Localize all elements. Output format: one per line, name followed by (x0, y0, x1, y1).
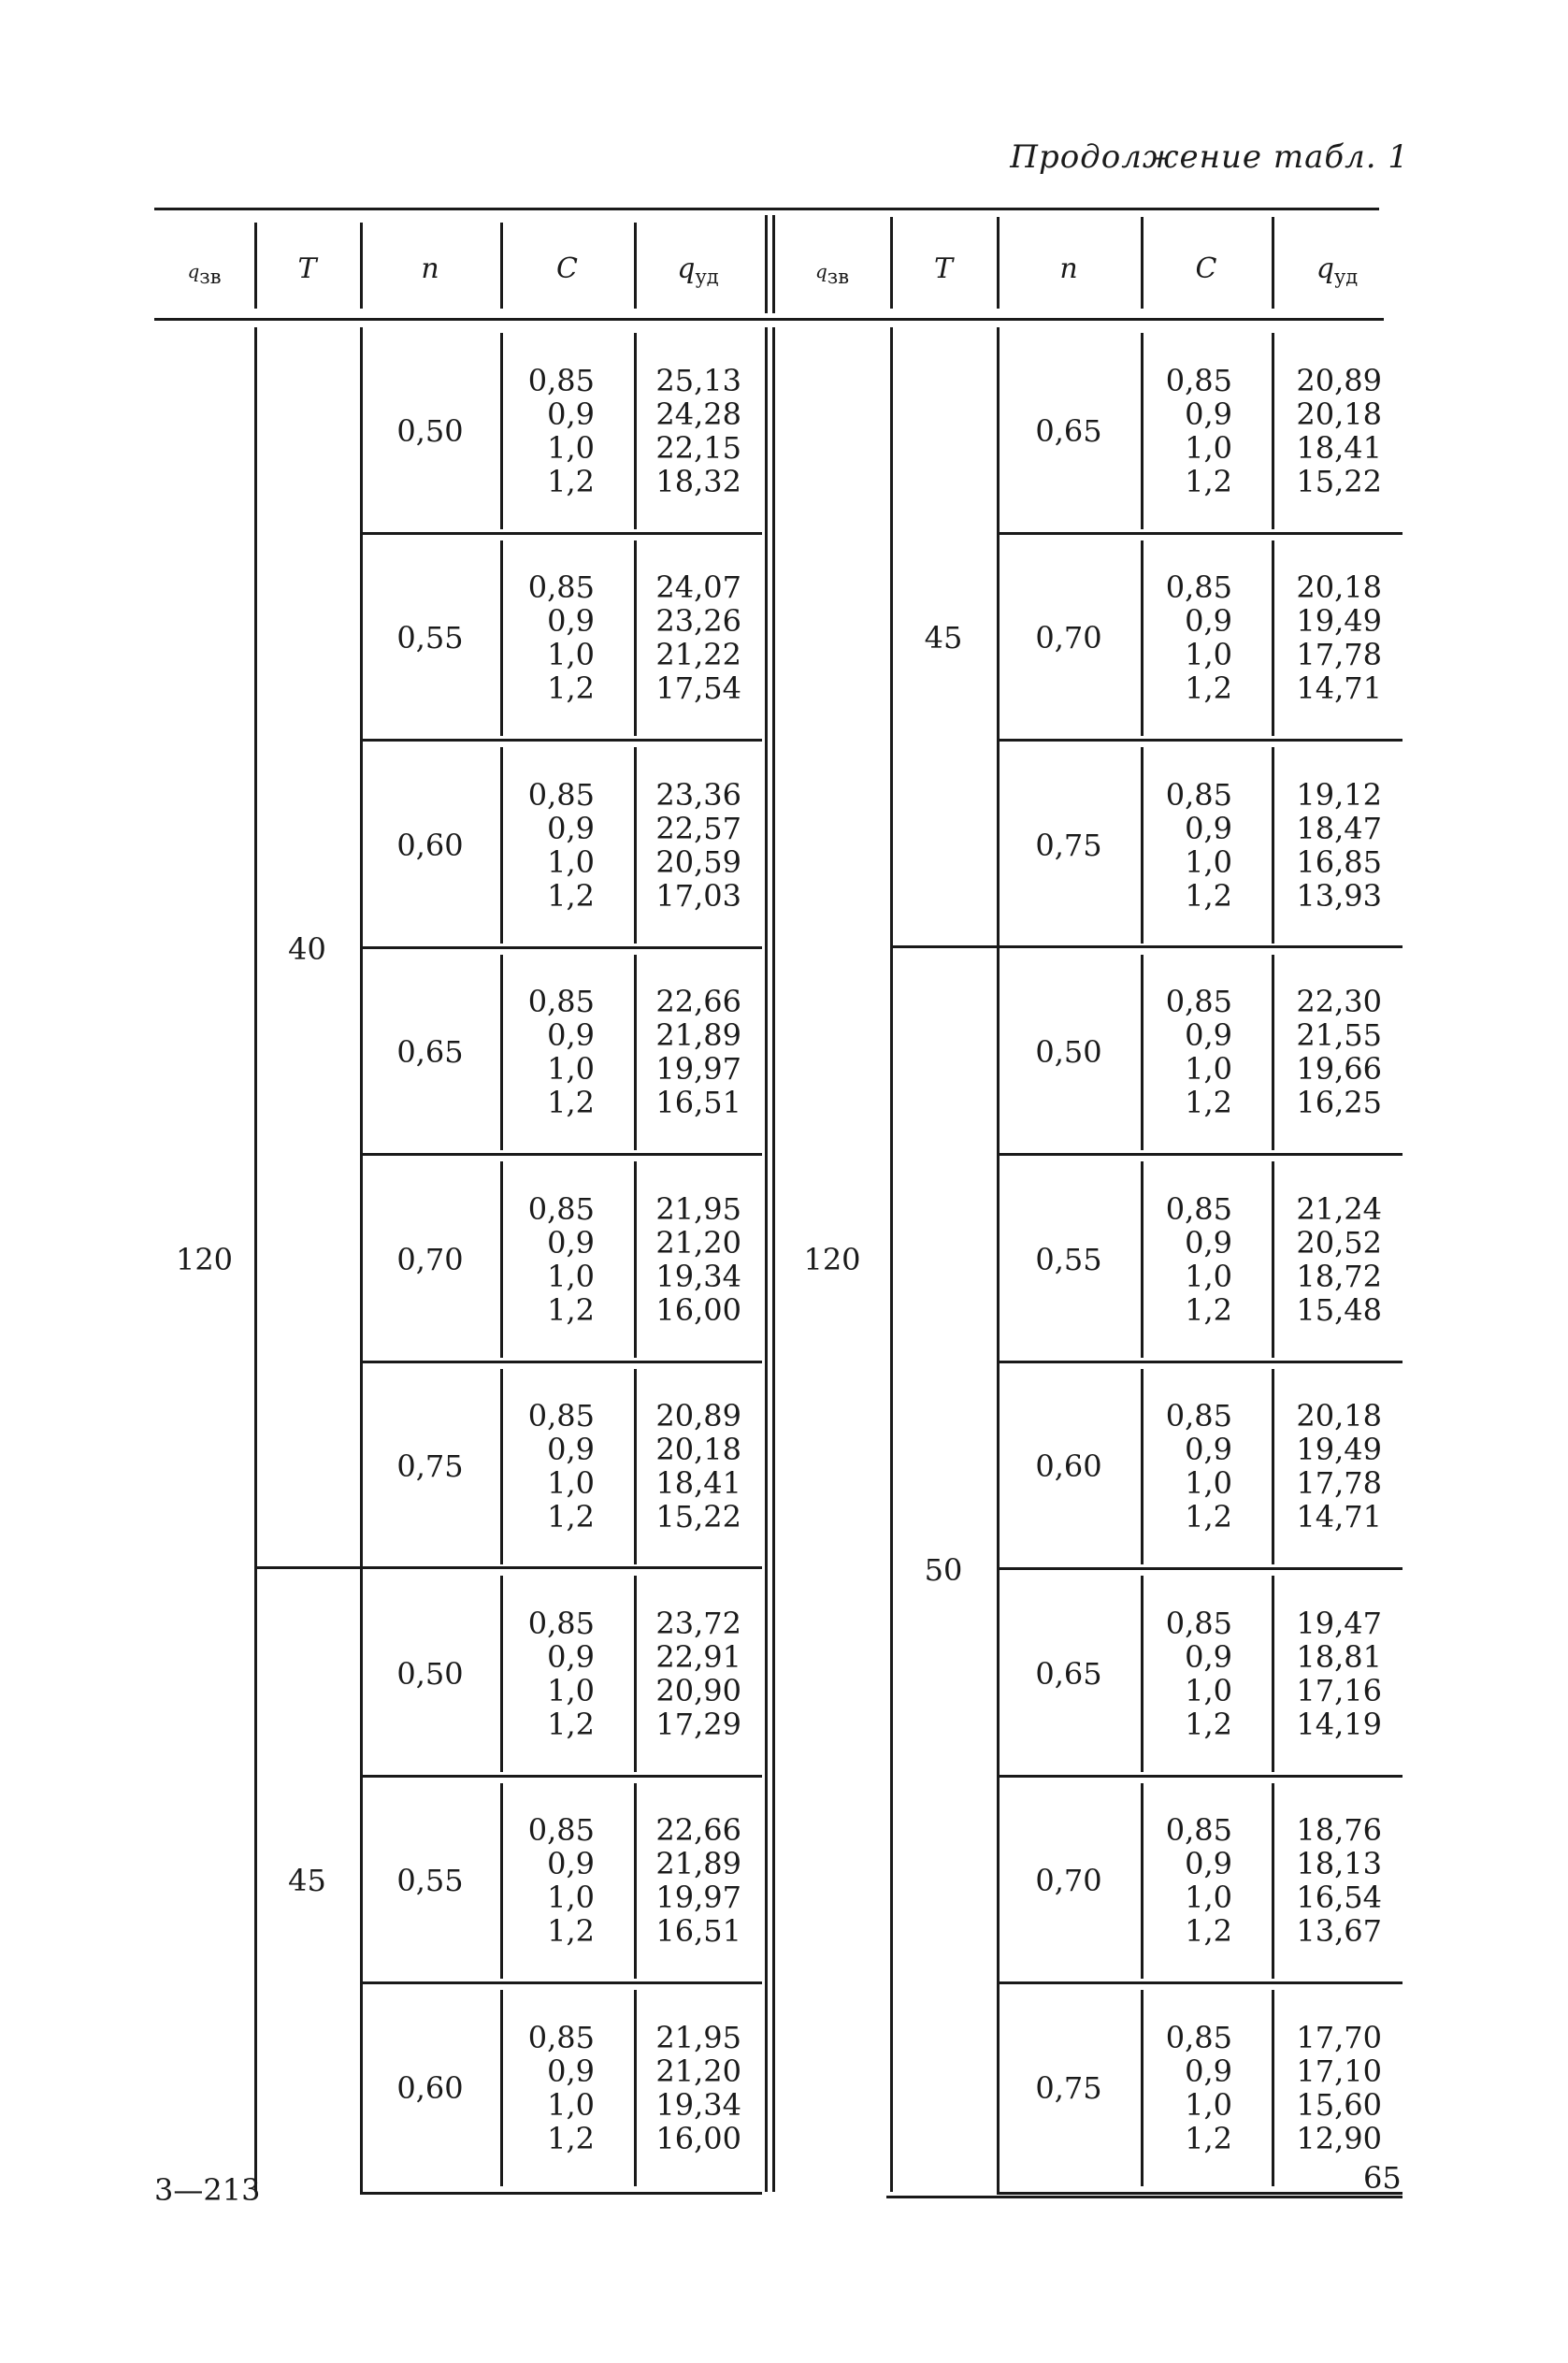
column-rule (1272, 955, 1274, 1151)
right-q-ud-value: 18,47 (1296, 810, 1382, 846)
column-rule (1272, 1783, 1274, 1980)
left-q-ud-value: 17,03 (655, 877, 741, 914)
right-header-4 (1272, 251, 1403, 288)
right-q-ud-value: 20,52 (1296, 1224, 1382, 1261)
right-n-value: 0,75 (1035, 2069, 1102, 2106)
left-q-ud-value: 21,95 (655, 1190, 741, 1227)
right-c-value: 0,9 (1185, 1432, 1232, 1468)
right-c-value: 1,2 (1185, 1291, 1232, 1328)
right-c-value: 0,9 (1185, 1224, 1232, 1261)
column-rule (500, 1783, 503, 1980)
column-rule (1272, 1161, 1274, 1358)
left-c-value: 0,9 (547, 396, 595, 432)
left-c-value: 0,85 (527, 2019, 595, 2055)
right-c-value: 0,9 (1185, 1638, 1232, 1675)
right-q-ud-value: 20,18 (1296, 396, 1382, 432)
left-c-value: 0,9 (547, 1638, 595, 1675)
column-rule (500, 747, 503, 944)
right-q-ud-value: 20,18 (1296, 569, 1382, 606)
left-c-value: 0,9 (547, 1846, 595, 1882)
right-q-ud-value: 17,78 (1296, 637, 1382, 673)
right-q-ud-value: 16,85 (1296, 843, 1382, 880)
right-c-value: 0,85 (1165, 1605, 1232, 1641)
right-c-value: 1,0 (1185, 843, 1232, 880)
column-rule (1272, 217, 1274, 309)
left-q-ud-value: 19,97 (655, 1051, 741, 1088)
row-rule (890, 945, 1403, 948)
right-q-ud-value: 17,16 (1296, 1672, 1382, 1708)
right-q-ud-value: 19,49 (1296, 603, 1382, 640)
row-rule (997, 1153, 1403, 1156)
column-rule (500, 1576, 503, 1772)
column-rule (1141, 1990, 1144, 2186)
row-rule (997, 2192, 1403, 2195)
right-q-ud-value: 14,71 (1296, 1499, 1382, 1535)
row-rule (154, 208, 1379, 210)
left-q-ud-value: 18,32 (655, 463, 741, 499)
right-q-ud-value: 20,18 (1296, 1398, 1382, 1434)
right-n-value: 0,70 (1035, 1863, 1102, 1899)
row-rule (360, 1981, 762, 1984)
left-q-ud-value: 17,54 (655, 670, 741, 707)
column-rule (254, 223, 257, 309)
right-q-ud-value: 17,70 (1296, 2019, 1382, 2055)
left-q-ud-value: 22,15 (655, 429, 741, 466)
row-rule (360, 1775, 762, 1778)
left-c-value: 1,0 (547, 637, 595, 673)
right-q-ud-value: 18,81 (1296, 1638, 1382, 1675)
right-header-symbol: n (1059, 252, 1078, 285)
left-q-ud-value: 16,00 (655, 1291, 741, 1328)
column-rule (772, 327, 775, 2192)
left-q-ud-value: 21,89 (655, 1846, 741, 1882)
left-c-value: 0,85 (527, 984, 595, 1020)
right-q-ud-value: 12,90 (1296, 2120, 1382, 2156)
right-c-value: 1,2 (1185, 877, 1232, 914)
right-q-ud-value: 19,47 (1296, 1605, 1382, 1641)
left-n-value: 0,75 (396, 1448, 464, 1485)
left-header-0 (154, 251, 254, 288)
left-c-value: 1,0 (547, 429, 595, 466)
column-rule (634, 1990, 637, 2186)
left-c-value: 1,2 (547, 1085, 595, 1121)
column-rule (360, 223, 363, 309)
right-n-value: 0,50 (1035, 1034, 1102, 1071)
left-group-T: 40 (288, 930, 326, 967)
left-c-value: 1,2 (547, 1913, 595, 1950)
right-c-value: 0,85 (1165, 984, 1232, 1020)
right-c-value: 1,2 (1185, 1085, 1232, 1121)
right-header-2 (997, 251, 1141, 288)
right-q-ud-value: 15,60 (1296, 2086, 1382, 2123)
row-rule (360, 1153, 762, 1156)
left-c-value: 1,2 (547, 670, 595, 707)
row-rule (254, 1566, 762, 1569)
right-q-ud-value: 17,10 (1296, 2053, 1382, 2089)
right-q-ud-value: 14,71 (1296, 670, 1382, 707)
column-rule (997, 217, 1000, 309)
row-rule (886, 2196, 1403, 2198)
right-c-value: 1,0 (1185, 1258, 1232, 1294)
right-q-ud-value: 18,72 (1296, 1258, 1382, 1294)
left-header-symbol: T (297, 252, 317, 285)
left-c-value: 1,0 (547, 1672, 595, 1708)
left-q-ud-value: 18,41 (655, 1465, 741, 1502)
column-rule (634, 223, 637, 309)
left-c-value: 0,85 (527, 569, 595, 606)
column-rule (1272, 333, 1274, 529)
left-n-value: 0,70 (396, 1241, 464, 1277)
column-rule (1141, 1369, 1144, 1565)
right-c-value: 0,85 (1165, 362, 1232, 398)
left-q-ud-value: 20,18 (655, 1432, 741, 1468)
column-rule (634, 1783, 637, 1980)
right-c-value: 1,0 (1185, 429, 1232, 466)
right-n-value: 0,60 (1035, 1448, 1102, 1485)
right-q-zv: 120 (803, 1241, 861, 1277)
row-rule (360, 739, 762, 742)
left-header-1 (254, 251, 360, 288)
column-rule (1141, 747, 1144, 944)
left-q-ud-value: 17,29 (655, 1706, 741, 1742)
right-q-ud-value: 22,30 (1296, 984, 1382, 1020)
column-rule (500, 223, 503, 309)
right-c-value: 1,2 (1185, 670, 1232, 707)
right-header-subscript: зв (827, 266, 850, 288)
column-rule (1141, 540, 1144, 737)
left-c-value: 1,0 (547, 2086, 595, 2123)
right-n-value: 0,55 (1035, 1241, 1102, 1277)
right-header-3 (1141, 251, 1272, 288)
right-c-value: 0,85 (1165, 1812, 1232, 1849)
left-q-ud-value: 20,59 (655, 843, 741, 880)
right-q-ud-value: 20,89 (1296, 362, 1382, 398)
left-q-ud-value: 16,00 (655, 2120, 741, 2156)
row-rule (997, 532, 1403, 535)
column-rule (1272, 747, 1274, 944)
row-rule (360, 2192, 762, 2195)
right-c-value: 1,2 (1185, 1913, 1232, 1950)
right-q-ud-value: 13,67 (1296, 1913, 1382, 1950)
column-rule (890, 327, 893, 2192)
right-c-value: 0,9 (1185, 1846, 1232, 1882)
column-rule (765, 215, 768, 313)
column-rule (890, 217, 893, 309)
left-n-value: 0,55 (396, 1863, 464, 1899)
right-q-ud-value: 15,48 (1296, 1291, 1382, 1328)
right-group-T: 50 (924, 1552, 963, 1588)
left-c-value: 0,9 (547, 1432, 595, 1468)
left-c-value: 1,0 (547, 1051, 595, 1088)
left-q-ud-value: 25,13 (655, 362, 741, 398)
column-rule (500, 1161, 503, 1358)
right-c-value: 1,0 (1185, 2086, 1232, 2123)
column-rule (1272, 1576, 1274, 1772)
row-rule (360, 1361, 762, 1363)
right-n-value: 0,70 (1035, 620, 1102, 656)
right-q-ud-value: 13,93 (1296, 877, 1382, 914)
left-q-ud-value: 20,89 (655, 1398, 741, 1434)
right-n-value: 0,65 (1035, 1655, 1102, 1692)
right-q-ud-value: 16,54 (1296, 1880, 1382, 1916)
column-rule (634, 333, 637, 529)
right-c-value: 1,0 (1185, 1051, 1232, 1088)
left-q-ud-value: 21,20 (655, 2053, 741, 2089)
right-c-value: 1,2 (1185, 1499, 1232, 1535)
left-q-ud-value: 16,51 (655, 1913, 741, 1950)
column-rule (1141, 217, 1144, 309)
column-rule (634, 955, 637, 1151)
left-n-value: 0,65 (396, 1034, 464, 1071)
right-header-symbol: C (1195, 252, 1217, 285)
right-c-value: 1,0 (1185, 1880, 1232, 1916)
left-q-ud-value: 23,26 (655, 603, 741, 640)
left-n-value: 0,60 (396, 2069, 464, 2106)
column-rule (500, 955, 503, 1151)
left-c-value: 1,2 (547, 1291, 595, 1328)
left-q-ud-value: 19,97 (655, 1880, 741, 1916)
column-rule (765, 327, 768, 2192)
row-rule (997, 739, 1403, 742)
column-rule (1141, 1576, 1144, 1772)
left-q-ud-value: 22,66 (655, 984, 741, 1020)
right-c-value: 0,9 (1185, 810, 1232, 846)
left-q-ud-value: 15,22 (655, 1499, 741, 1535)
column-rule (1141, 1161, 1144, 1358)
column-rule (500, 540, 503, 737)
left-header-symbol: n (421, 252, 439, 285)
column-rule (634, 1369, 637, 1565)
column-rule (500, 333, 503, 529)
left-q-ud-value: 21,22 (655, 637, 741, 673)
right-group-T: 45 (924, 620, 963, 656)
left-c-value: 0,85 (527, 362, 595, 398)
right-q-ud-value: 14,19 (1296, 1706, 1382, 1742)
right-q-ud-value: 17,78 (1296, 1465, 1382, 1502)
left-header-subscript: уд (695, 266, 719, 288)
right-c-value: 0,85 (1165, 776, 1232, 813)
left-q-ud-value: 23,72 (655, 1605, 741, 1641)
left-q-ud-value: 24,28 (655, 396, 741, 432)
right-c-value: 1,2 (1185, 2120, 1232, 2156)
left-n-value: 0,55 (396, 620, 464, 656)
column-rule (1272, 1990, 1274, 2186)
right-c-value: 0,9 (1185, 396, 1232, 432)
left-q-ud-value: 21,95 (655, 2019, 741, 2055)
right-c-value: 1,2 (1185, 1706, 1232, 1742)
left-c-value: 1,0 (547, 1880, 595, 1916)
left-c-value: 0,85 (527, 1812, 595, 1849)
row-rule (997, 1775, 1403, 1778)
left-c-value: 1,2 (547, 1499, 595, 1535)
right-q-ud-value: 16,25 (1296, 1085, 1382, 1121)
right-n-value: 0,75 (1035, 827, 1102, 863)
left-c-value: 0,85 (527, 776, 595, 813)
column-rule (634, 747, 637, 944)
column-rule (1272, 1369, 1274, 1565)
right-q-ud-value: 19,66 (1296, 1051, 1382, 1088)
right-c-value: 0,9 (1185, 603, 1232, 640)
right-q-ud-value: 21,55 (1296, 1017, 1382, 1054)
left-header-4 (634, 251, 762, 288)
right-q-ud-value: 18,76 (1296, 1812, 1382, 1849)
left-q-ud-value: 22,91 (655, 1638, 741, 1675)
right-q-ud-value: 19,49 (1296, 1432, 1382, 1468)
right-c-value: 0,9 (1185, 2053, 1232, 2089)
left-n-value: 0,50 (396, 1655, 464, 1692)
left-q-ud-value: 23,36 (655, 776, 741, 813)
right-q-ud-value: 18,41 (1296, 429, 1382, 466)
right-header-subscript: уд (1333, 266, 1359, 288)
column-rule (500, 1369, 503, 1565)
right-n-value: 0,65 (1035, 412, 1102, 449)
left-c-value: 0,85 (527, 1398, 595, 1434)
left-c-value: 0,85 (527, 1190, 595, 1227)
left-c-value: 1,2 (547, 1706, 595, 1742)
left-c-value: 0,85 (527, 1605, 595, 1641)
left-header-subscript: зв (199, 266, 222, 288)
left-header-3 (500, 251, 634, 288)
right-header-symbol: q (814, 260, 827, 282)
column-rule (500, 1990, 503, 2186)
right-c-value: 0,85 (1165, 569, 1232, 606)
left-c-value: 0,9 (547, 2053, 595, 2089)
right-c-value: 0,85 (1165, 1190, 1232, 1227)
column-rule (634, 540, 637, 737)
left-header-symbol: q (677, 252, 696, 285)
left-c-value: 0,9 (547, 1017, 595, 1054)
left-c-value: 1,0 (547, 1258, 595, 1294)
left-c-value: 1,2 (547, 877, 595, 914)
left-q-ud-value: 24,07 (655, 569, 741, 606)
row-rule (360, 946, 762, 949)
left-c-value: 0,9 (547, 603, 595, 640)
left-c-value: 0,9 (547, 810, 595, 846)
row-rule (997, 1361, 1403, 1363)
column-rule (772, 215, 775, 313)
row-rule (154, 318, 1384, 321)
right-q-ud-value: 15,22 (1296, 463, 1382, 499)
row-rule (997, 1567, 1403, 1570)
table-caption: Продолжение табл. 1 (1010, 138, 1409, 176)
left-q-ud-value: 16,51 (655, 1085, 741, 1121)
right-header-1 (890, 251, 997, 288)
right-header-0 (774, 251, 890, 288)
left-c-value: 1,0 (547, 1465, 595, 1502)
left-header-symbol: q (187, 260, 200, 282)
right-c-value: 1,0 (1185, 1672, 1232, 1708)
row-rule (360, 532, 762, 535)
right-c-value: 0,85 (1165, 1398, 1232, 1434)
column-rule (254, 327, 257, 2192)
column-rule (1141, 1783, 1144, 1980)
right-c-value: 1,0 (1185, 637, 1232, 673)
right-header-symbol: q (1316, 252, 1334, 285)
page-number: 65 (1363, 2160, 1402, 2196)
left-c-value: 1,2 (547, 2120, 595, 2156)
left-n-value: 0,60 (396, 827, 464, 863)
right-c-value: 1,0 (1185, 1465, 1232, 1502)
left-q-ud-value: 20,90 (655, 1672, 741, 1708)
row-rule (997, 1981, 1403, 1984)
left-q-ud-value: 22,57 (655, 810, 741, 846)
left-q-zv: 120 (175, 1241, 234, 1277)
right-q-ud-value: 18,13 (1296, 1846, 1382, 1882)
column-rule (634, 1161, 637, 1358)
left-group-T: 45 (288, 1863, 326, 1899)
right-q-ud-value: 21,24 (1296, 1190, 1382, 1227)
left-q-ud-value: 19,34 (655, 2086, 741, 2123)
left-c-value: 1,0 (547, 843, 595, 880)
right-q-ud-value: 19,12 (1296, 776, 1382, 813)
column-rule (1141, 955, 1144, 1151)
left-c-value: 0,9 (547, 1224, 595, 1261)
left-q-ud-value: 22,66 (655, 1812, 741, 1849)
left-q-ud-value: 21,89 (655, 1017, 741, 1054)
left-header-2 (360, 251, 500, 288)
left-c-value: 1,2 (547, 463, 595, 499)
right-c-value: 0,9 (1185, 1017, 1232, 1054)
signature-mark: 3—213 (154, 2172, 261, 2208)
left-q-ud-value: 21,20 (655, 1224, 741, 1261)
column-rule (634, 1576, 637, 1772)
right-c-value: 0,85 (1165, 2019, 1232, 2055)
right-c-value: 1,2 (1185, 463, 1232, 499)
column-rule (1141, 333, 1144, 529)
right-header-symbol: T (933, 252, 953, 285)
left-q-ud-value: 19,34 (655, 1258, 741, 1294)
left-header-symbol: C (556, 252, 578, 285)
column-rule (1272, 540, 1274, 737)
left-n-value: 0,50 (396, 412, 464, 449)
